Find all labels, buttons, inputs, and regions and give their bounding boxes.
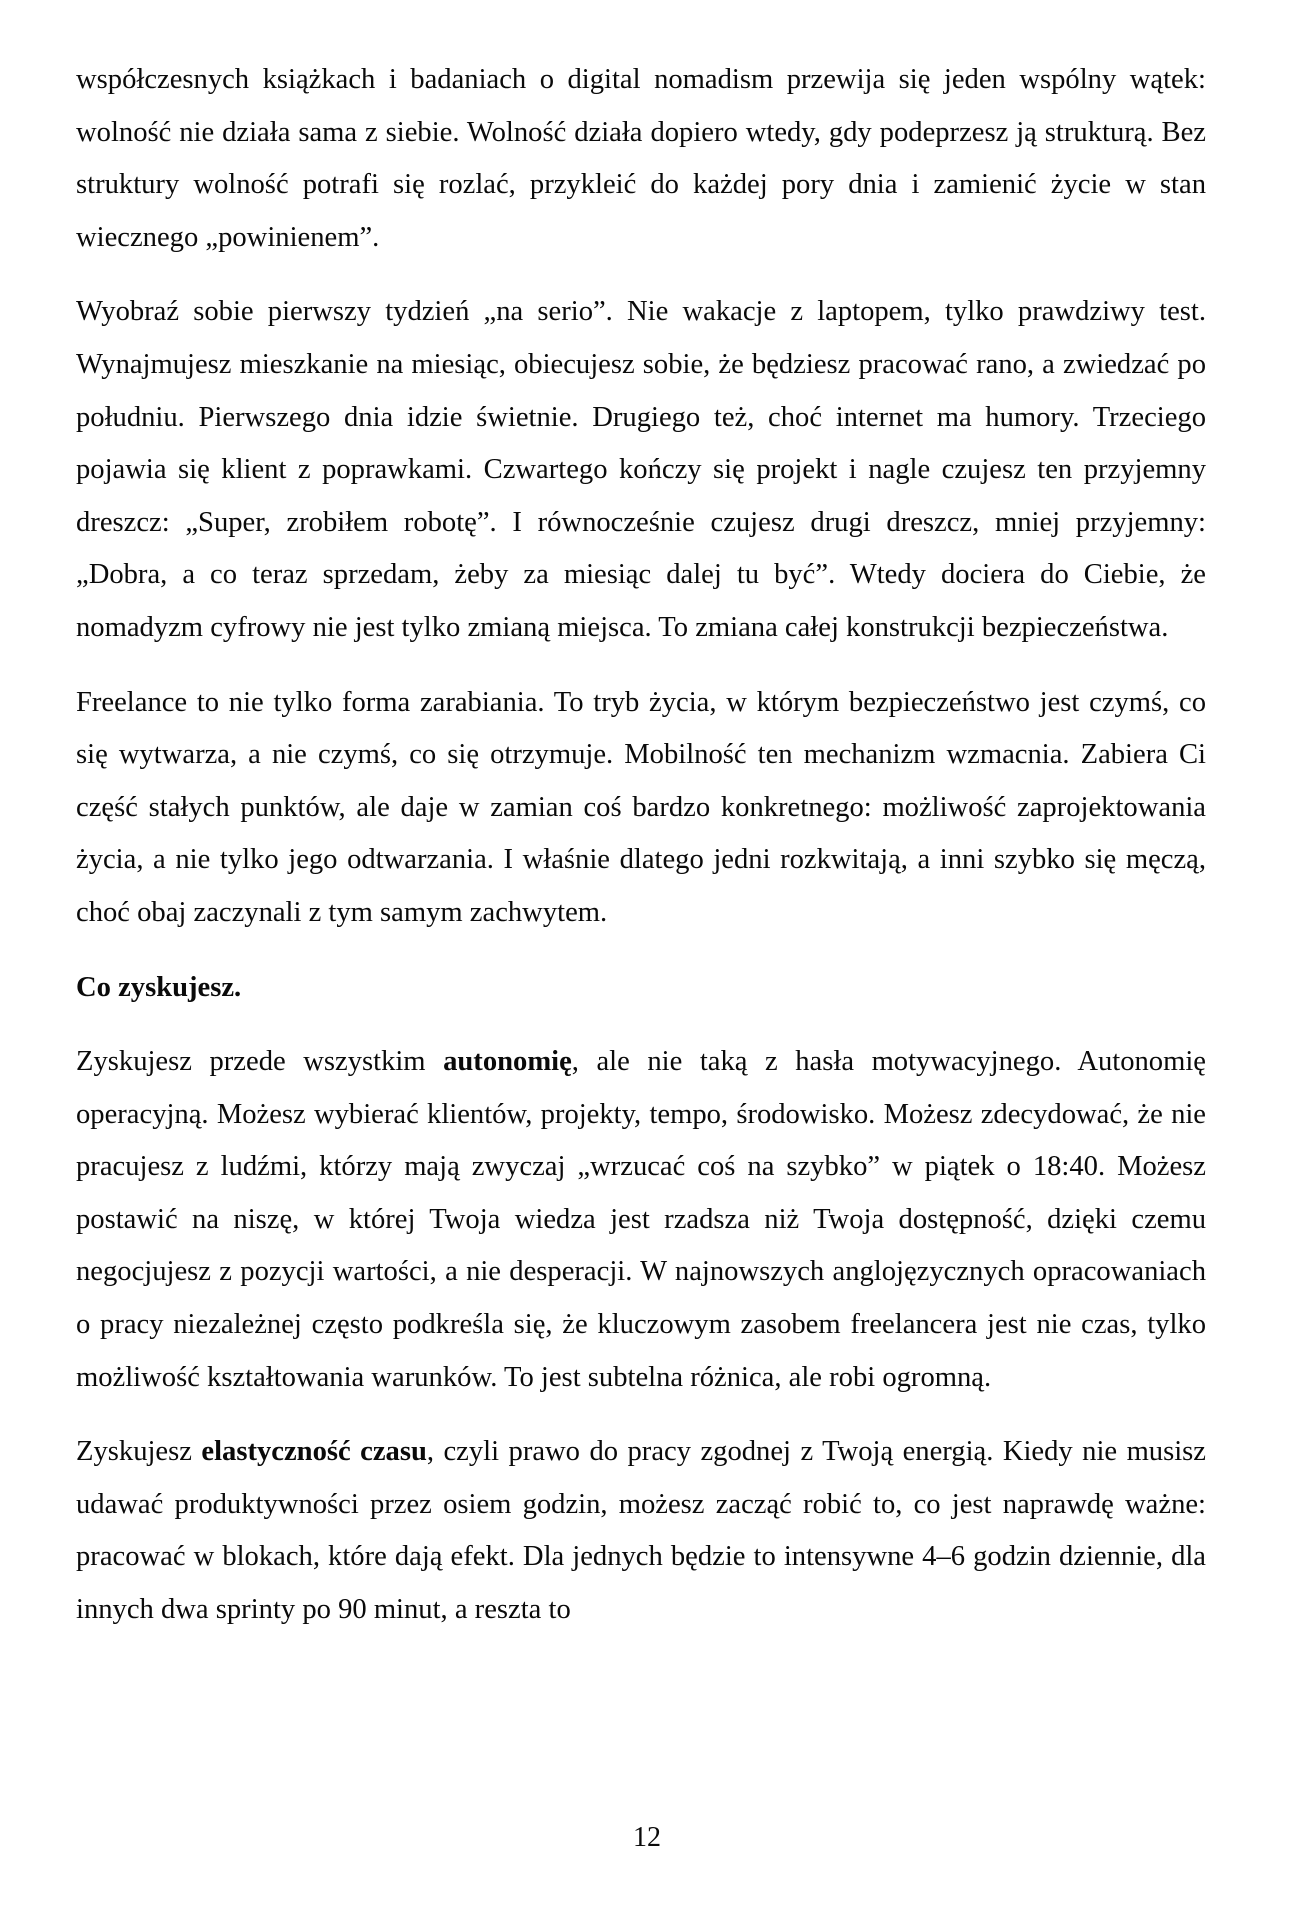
autonomy-text-after: , ale nie taką z hasła motywacyjnego. Autonomię operacyjną. Możesz wybierać klientów, projekty, tempo, środowisko. Możesz zdecydować, że nie pracujesz z ludźmi, którzy mają zwyczaj „wrzucać coś na szybko” w piątek o 18:40. Możesz postawić na niszę, w której Twoja wiedza jest rzadsza niż Twoja dostępność, dzięki czemu negocjujesz z pozycji wartości, a nie desperacji. W najnowszych anglojęzycznych opracowaniach o pracy niezależnej często podkreśla się, że kluczowym zasobem freelancera jest nie czas, tylko możliwość kształtowania warunków. To jest subtelna różnica, ale robi ogromną.	[76, 1046, 1206, 1393]
paragraph-time-flexibility	[76, 1426, 1206, 1636]
autonomy-text-before: Zyskujesz przede wszystkim	[76, 1046, 444, 1078]
document-page	[76, 54, 1206, 1659]
paragraph-autonomy	[76, 1036, 1206, 1404]
paragraph-freelance-lifestyle: Freelance to nie tylko forma zarabiania. To tryb życia, w którym bezpieczeństwo jest czymś, co się wytwarza, a nie czymś, co się otrzymuje. Mobilność ten mechanizm wzmacnia. Zabiera Ci część stałych punktów, ale daje w zamian coś bardzo konkretnego: możliwość zaprojektowania życia, a nie tylko jego odtwarzania. I właśnie dlatego jedni rozkwitają, a inni szybko się męczą, choć obaj zaczynali z tym samym zachwytem.	[76, 686, 1206, 928]
paragraph-first-week: Wyobraź sobie pierwszy tydzień „na serio”. Nie wakacje z laptopem, tylko prawdziwy test. Wynajmujesz mieszkanie na miesiąc, obiecujesz sobie, że będziesz pracować rano, a zwiedzać po południu. Pierwszego dnia idzie świetnie. Drugiego też, choć internet ma humory. Trzeciego pojawia się klient z poprawkami. Czwartego kończy się projekt i nagle czujesz ten przyjemny dreszcz: „Super, zrobiłem robotę”. I równocześnie czujesz drugi dreszcz, mniej przyjemny: „Dobra, a co teraz sprzedam, żeby za miesiąc dalej tu być”. Wtedy dociera do Ciebie, że nomadyzm cyfrowy nie jest tylko zmianą miejsca. To zmiana całej konstrukcji bezpieczeństwa.	[76, 296, 1206, 643]
section-heading: Co zyskujesz.	[76, 971, 242, 1003]
autonomy-bold-term: autonomię	[443, 1046, 572, 1078]
page-number: 12	[633, 1822, 661, 1853]
time-text-after: , czyli prawo do pracy zgodnej z Twoją energią. Kiedy nie musisz udawać produktywności przez osiem godzin, możesz zacząć robić to, co jest naprawdę ważne: pracować w blokach, które dają efekt. Dla jednych będzie to intensywne 4–6 godzin dziennie, dla innych dwa sprinty po 90 minut, a reszta to	[76, 1436, 1206, 1626]
time-bold-term: elastyczność czasu	[201, 1436, 427, 1468]
paragraph-freedom-structure: współczesnych książkach i badaniach o digital nomadism przewija się jeden wspólny wątek: wolność nie działa sama z siebie. Wolność działa dopiero wtedy, gdy podeprzesz ją strukturą. Bez struktury wolność potrafi się rozlać, przykleić do każdej pory dnia i zamienić życie w stan wiecznego „powinienem”.	[76, 64, 1206, 253]
time-text-before: Zyskujesz	[76, 1436, 202, 1468]
